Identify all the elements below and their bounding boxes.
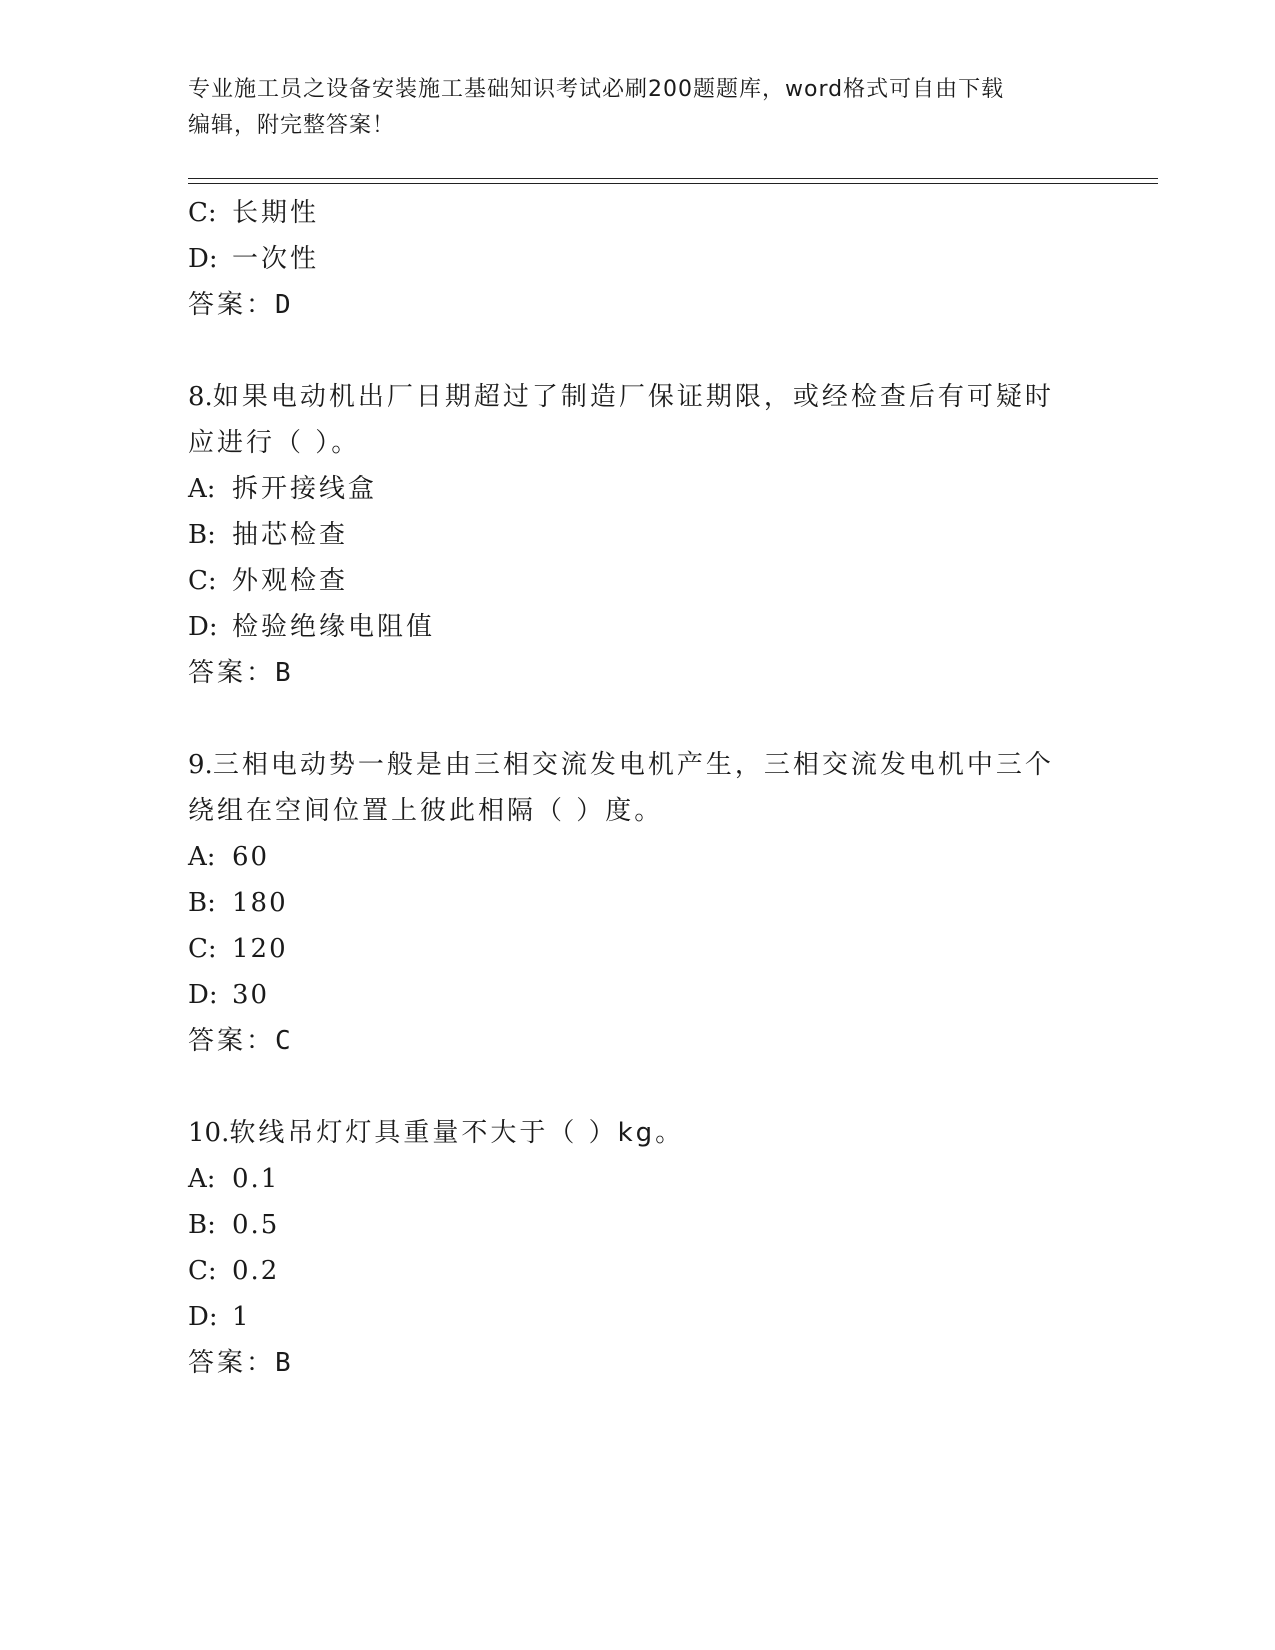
option-item: [188, 1248, 1088, 1294]
option-letter: D:: [188, 1302, 218, 1332]
header-title-line2: 编辑，附完整答案！: [188, 113, 396, 138]
prev-question-block: [188, 190, 1088, 328]
option-item: [188, 512, 1088, 558]
answer-label: 答案：: [188, 1348, 276, 1378]
header-title-line1: 专业施工员之设备安装施工基础知识考试必刷200题题库，word格式可自由下载: [188, 77, 1005, 102]
option-item: [188, 558, 1088, 604]
answer-line: [188, 650, 1088, 696]
option-text: 30: [232, 980, 270, 1010]
option-letter: B:: [188, 1210, 216, 1240]
spacer: [188, 328, 1088, 374]
option-text: 180: [232, 888, 288, 918]
option-item: [188, 972, 1088, 1018]
option-item: [188, 1202, 1088, 1248]
question-block-8: [188, 374, 1088, 696]
option-text: 长期性: [232, 198, 320, 228]
option-text: 拆开接线盒: [232, 474, 378, 504]
option-text: 120: [232, 934, 288, 964]
option-text: 0.5: [232, 1210, 280, 1240]
answer-line: [188, 282, 1088, 328]
document-header: [188, 72, 1068, 144]
spacer: [188, 696, 1088, 742]
option-item: [188, 604, 1088, 650]
option-letter: B:: [188, 888, 216, 918]
option-letter: D:: [188, 612, 218, 642]
option-letter: A:: [188, 1164, 216, 1194]
question-text: 三相电动势一般是由三相交流发电机产生，三相交流发电机中三个: [212, 750, 1054, 780]
question-text: 如果电动机出厂日期超过了制造厂保证期限，或经检查后有可疑时: [212, 382, 1054, 412]
option-item: [188, 1294, 1088, 1340]
option-item: [188, 236, 1088, 282]
answer-value: B: [275, 1348, 294, 1378]
spacer: [188, 1064, 1088, 1110]
answer-value: B: [275, 658, 294, 688]
option-text: 抽芯检查: [232, 520, 349, 550]
option-text: 一次性: [232, 244, 320, 274]
option-letter: C:: [188, 198, 217, 228]
option-text: 检验绝缘电阻值: [232, 612, 436, 642]
answer-label: 答案：: [188, 1026, 276, 1056]
option-item: [188, 834, 1088, 880]
question-list: [188, 190, 1088, 1386]
option-text: 0.2: [232, 1256, 280, 1286]
option-letter: C:: [188, 1256, 217, 1286]
answer-label: 答案：: [188, 290, 276, 320]
question-block-9: [188, 742, 1088, 1064]
option-letter: A:: [188, 842, 216, 872]
answer-label: 答案：: [188, 658, 276, 688]
question-number: 9.: [188, 750, 213, 780]
option-text: 外观检查: [232, 566, 349, 596]
option-letter: C:: [188, 566, 217, 596]
option-letter: C:: [188, 934, 217, 964]
option-letter: D:: [188, 980, 218, 1010]
option-text: 60: [232, 842, 270, 872]
question-block-10: [188, 1110, 1088, 1386]
question-text-line1: [188, 742, 1088, 788]
option-item: [188, 1156, 1088, 1202]
answer-value: C: [275, 1026, 294, 1056]
option-letter: B:: [188, 520, 216, 550]
option-text: 0.1: [232, 1164, 280, 1194]
answer-line: [188, 1340, 1088, 1386]
option-letter: D:: [188, 244, 218, 274]
question-text-line1: [188, 1110, 1088, 1156]
option-item: [188, 880, 1088, 926]
question-text: 软线吊灯灯具重量不大于（ ）kg。: [229, 1118, 685, 1148]
header-divider-top: [188, 178, 1158, 179]
question-number: 10.: [188, 1118, 230, 1148]
question-text-line2: 应进行（ ）。: [188, 428, 361, 458]
option-text: 1: [232, 1302, 251, 1332]
question-text-line2: 绕组在空间位置上彼此相隔（ ）度。: [188, 796, 664, 826]
answer-value: D: [275, 290, 294, 320]
option-item: [188, 926, 1088, 972]
option-item: [188, 466, 1088, 512]
header-divider-bottom: [188, 183, 1158, 184]
question-number: 8.: [188, 382, 213, 412]
answer-line: [188, 1018, 1088, 1064]
option-letter: A:: [188, 474, 216, 504]
question-text-line1: [188, 374, 1088, 420]
option-item: [188, 190, 1088, 236]
